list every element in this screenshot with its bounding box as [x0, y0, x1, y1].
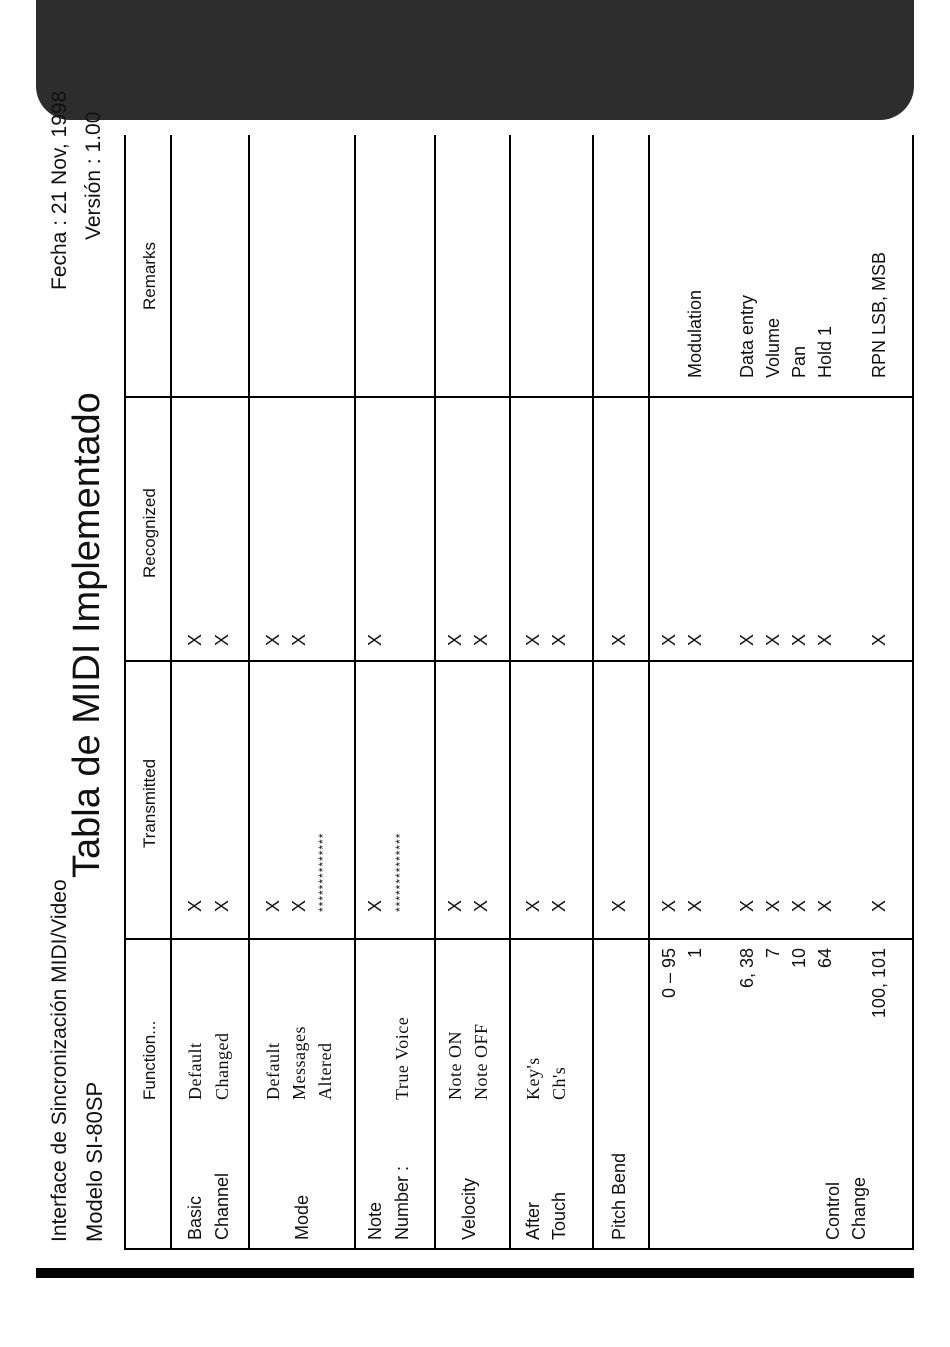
- sub-label-default: Default: [263, 1042, 283, 1100]
- tx-value: X: [523, 899, 543, 912]
- rx-value: X: [763, 633, 783, 646]
- row-divider: [592, 135, 594, 1250]
- col-divider-recognized: [124, 660, 912, 662]
- tx-value: X: [815, 899, 835, 912]
- row-divider: [509, 135, 511, 1250]
- remark-data-entry: Data entry: [737, 294, 757, 378]
- rx-value: X: [685, 633, 705, 646]
- sub-label-default: Default: [185, 1042, 205, 1100]
- rx-value: X: [737, 633, 757, 646]
- cc-number: 1: [685, 948, 705, 959]
- row-label-basic: Basic: [185, 1195, 205, 1240]
- rx-value: X: [609, 633, 629, 646]
- rx-value: X: [263, 633, 283, 646]
- remark-rpn: RPN LSB, MSB: [869, 251, 889, 378]
- model-label: Modelo SI-80SP: [82, 1081, 107, 1242]
- page-title: Tabla de MIDI Implementado: [66, 392, 108, 878]
- tx-value: X: [609, 899, 629, 912]
- remark-hold: Hold 1: [815, 325, 835, 378]
- col-header-transmitted: Transmitted: [140, 758, 159, 848]
- tx-value: X: [185, 899, 205, 912]
- row-divider: [434, 135, 436, 1250]
- tx-value-stars: **************: [393, 832, 407, 912]
- row-label-number: Number :: [392, 1165, 412, 1240]
- row-label-channel: Channel: [212, 1172, 232, 1240]
- sub-label-note-on: Note ON: [445, 1031, 465, 1100]
- remark-volume: Volume: [763, 317, 783, 378]
- rx-value: X: [549, 633, 569, 646]
- tx-value: X: [763, 899, 783, 912]
- tx-value: X: [212, 899, 232, 912]
- rx-value: X: [185, 633, 205, 646]
- sub-label-note-off: Note OFF: [471, 1023, 491, 1100]
- rx-value: X: [471, 633, 491, 646]
- cc-number: 6, 38: [737, 948, 757, 989]
- row-divider: [248, 135, 250, 1250]
- col-divider-remarks: [124, 396, 912, 398]
- row-label-velocity: Velocity: [459, 1177, 479, 1240]
- rx-value: X: [212, 633, 232, 646]
- tx-value: X: [789, 899, 809, 912]
- table-bottom-border: [912, 135, 914, 1250]
- row-divider: [648, 135, 650, 1250]
- rx-value: X: [289, 633, 309, 646]
- interface-label: Interface de Sincronización MIDI/Video: [48, 879, 71, 1242]
- footer-rule: [36, 1268, 914, 1278]
- cc-number: 64: [815, 948, 835, 969]
- rx-value: X: [445, 633, 465, 646]
- rx-value: X: [523, 633, 543, 646]
- date-label: Fecha : 21 Nov, 1998: [48, 90, 71, 290]
- header-banner: [36, 0, 914, 120]
- rx-value: X: [789, 633, 809, 646]
- remark-pan: Pan: [789, 345, 809, 378]
- row-label-touch: Touch: [549, 1191, 569, 1240]
- row-divider: [170, 135, 172, 1250]
- rx-value: X: [365, 633, 385, 646]
- tx-value: X: [869, 899, 889, 912]
- tx-value: X: [659, 899, 679, 912]
- tx-value: X: [445, 899, 465, 912]
- tx-value: X: [685, 899, 705, 912]
- col-header-remarks: Remarks: [140, 241, 159, 310]
- midi-implementation-chart: [40, 90, 920, 1250]
- sub-label-changed: Changed: [212, 1032, 232, 1100]
- col-header-function: Function...: [140, 1020, 159, 1100]
- rx-value: X: [869, 633, 889, 646]
- sub-label-messages: Messages: [289, 1026, 309, 1100]
- cc-number: 0 – 95: [659, 948, 679, 999]
- sub-label-true-voice: True Voice: [392, 1016, 412, 1100]
- row-label-note: Note: [365, 1201, 385, 1240]
- row-label-control: Control: [823, 1181, 843, 1240]
- col-divider-transmitted: [124, 938, 912, 940]
- row-divider: [354, 135, 356, 1250]
- row-label-mode: Mode: [292, 1194, 312, 1240]
- cc-number: 100, 101: [869, 948, 889, 1019]
- rx-value: X: [815, 633, 835, 646]
- col-header-recognized: Recognized: [140, 488, 159, 578]
- cc-number: 7: [763, 948, 783, 959]
- sub-label-keys: Key's: [523, 1057, 543, 1100]
- tx-value: X: [471, 899, 491, 912]
- cc-number: 10: [789, 948, 809, 969]
- remark-modulation: Modulation: [685, 289, 705, 378]
- tx-value: X: [263, 899, 283, 912]
- tx-value: X: [737, 899, 757, 912]
- version-label: Versión : 1.00: [82, 111, 105, 240]
- sub-label-altered: Altered: [315, 1042, 335, 1100]
- tx-value: X: [549, 899, 569, 912]
- row-label-pitch-bend: Pitch Bend: [609, 1152, 629, 1240]
- sub-label-chs: Ch's: [549, 1066, 569, 1100]
- tx-value: X: [289, 899, 309, 912]
- tx-value: X: [365, 899, 385, 912]
- table-top-border: [124, 135, 126, 1250]
- row-label-after: After: [523, 1201, 543, 1240]
- row-label-change: Change: [849, 1176, 869, 1240]
- rx-value: X: [659, 633, 679, 646]
- table-left-border: [124, 1248, 912, 1250]
- tx-value-stars: **************: [316, 832, 330, 912]
